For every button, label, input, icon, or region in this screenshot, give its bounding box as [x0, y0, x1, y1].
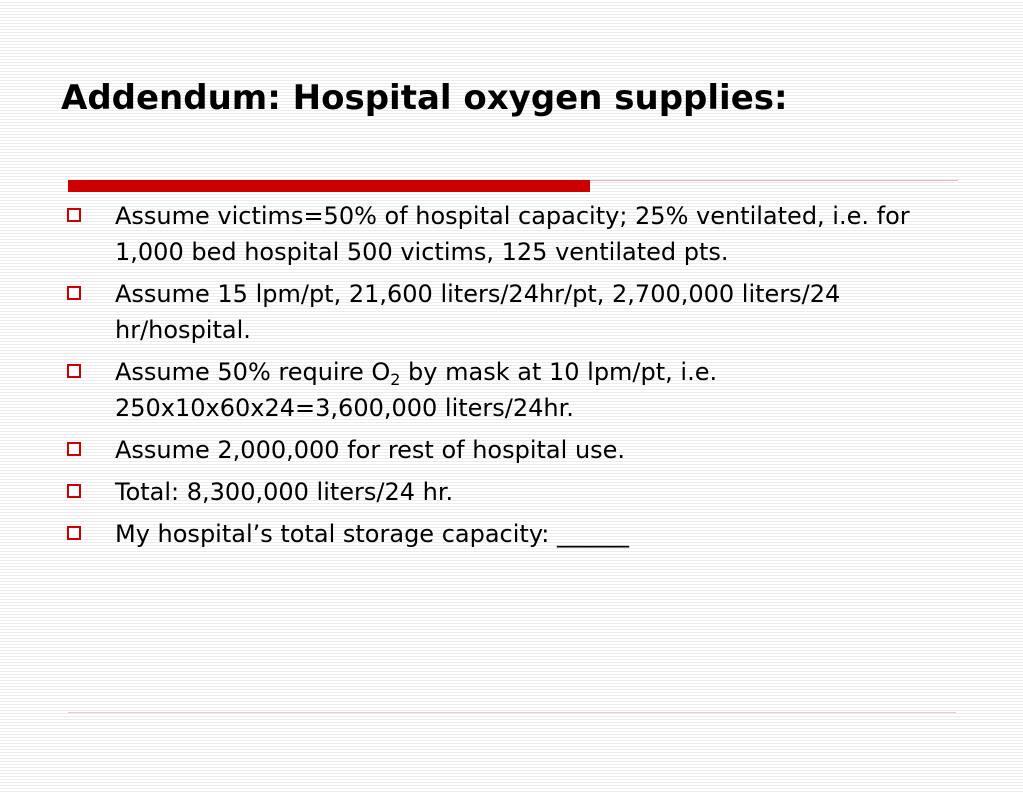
bullet-text: Assume 2,000,000 for rest of hospital use. — [115, 436, 626, 464]
hollow-square-bullet-icon — [67, 442, 81, 456]
hollow-square-bullet-icon — [67, 208, 81, 222]
bullet-item-hospital-use — [64, 432, 964, 468]
bullet-text: Total: 8,300,000 liters/24 hr. — [115, 478, 454, 506]
hollow-square-bullet-icon — [67, 286, 81, 300]
bullet-item-storage-capacity — [64, 516, 964, 552]
title-underline-accent — [68, 180, 590, 192]
bullet-list — [64, 198, 964, 558]
hollow-square-bullet-icon — [67, 484, 81, 498]
bullet-item-mask-oxygen — [64, 354, 964, 426]
footer-divider — [68, 712, 956, 713]
bullet-text: Assume 15 lpm/pt, 21,600 liters/24hr/pt, 2,700,000 liters/24 hr/hospital. — [115, 280, 841, 344]
title-underline-thin — [590, 180, 958, 181]
slide-title: Addendum: Hospital oxygen supplies: — [61, 78, 788, 118]
bullet-item-total — [64, 474, 964, 510]
hollow-square-bullet-icon — [67, 526, 81, 540]
hollow-square-bullet-icon — [67, 364, 81, 378]
bullet-text: Assume victims=50% of hospital capacity; 25% ventilated, i.e. for 1,000 bed hospital 500 victims, 125 ventilated pts. — [115, 202, 910, 266]
bullet-text-before: Assume 50% require O — [115, 358, 391, 386]
bullet-text-after: by mask at 10 lpm/pt, i.e. 250x10x60x24=3,600,000 liters/24hr. — [115, 358, 718, 422]
bullet-item-victims — [64, 198, 964, 270]
bullet-item-ventilated-flow — [64, 276, 964, 348]
oxygen-subscript: 2 — [390, 370, 401, 389]
bullet-text: My hospital’s total storage capacity: ______ — [115, 520, 629, 548]
